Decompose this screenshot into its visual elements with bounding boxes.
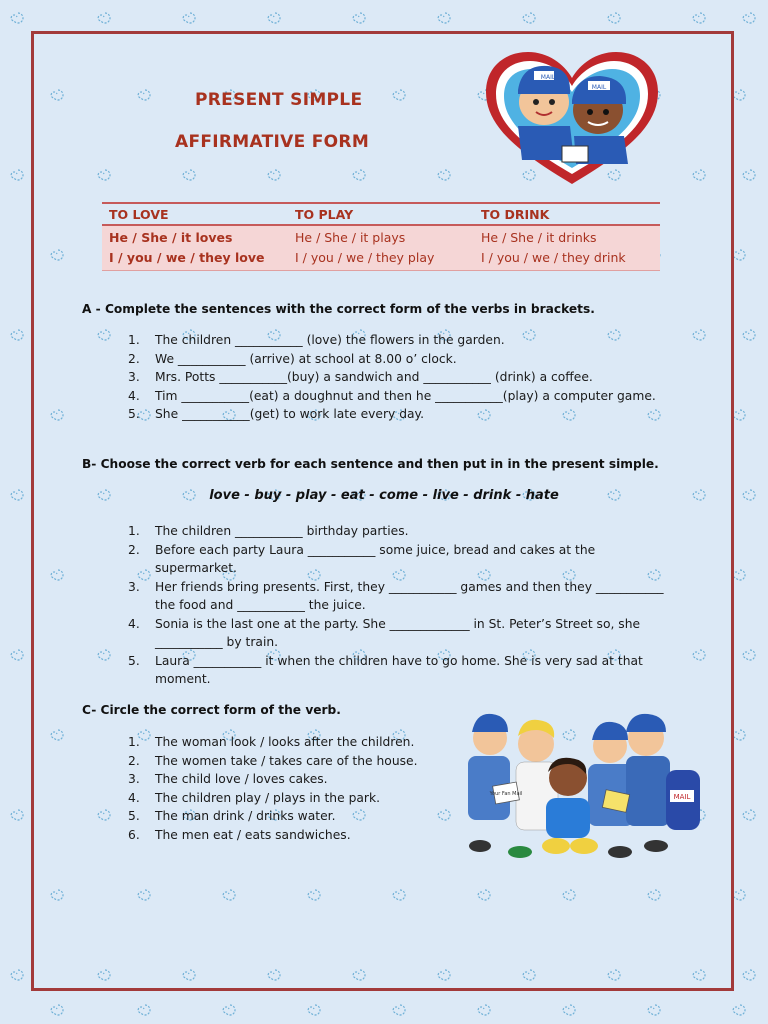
table-cell: He / She / it plays [295, 229, 406, 245]
table-cell: He / She / it loves [109, 229, 233, 245]
table-header: TO PLAY [295, 206, 354, 222]
letter-label: Your Fan Mail [489, 791, 523, 797]
list-item: 4. Tim ___________(eat) a doughnut and then he ___________(play) a computer game. [128, 388, 656, 403]
table-cell: I / you / we / they love [109, 249, 265, 265]
section-a-heading: A - Complete the sentences with the correct form of the verbs in brackets. [82, 302, 595, 316]
table-header: TO LOVE [109, 206, 169, 222]
section-b-list [128, 522, 668, 689]
page-subtitle: AFFIRMATIVE FORM [175, 132, 370, 152]
list-item: 5. Laura ___________ it when the children have to go home. She is very sad at that moment. [128, 653, 643, 686]
table-cell: I / you / we / they drink [481, 249, 626, 265]
list-item: 3. Mrs. Potts ___________(buy) a sandwich and ___________ (drink) a coffee. [128, 370, 593, 384]
kids-mail-carriers-illustration [460, 706, 706, 864]
cap-label: MAIL [540, 74, 556, 81]
list-item: 5. The man drink / drinks water. [128, 809, 336, 823]
table-cell: I / you / we / they play [295, 249, 435, 265]
list-item: 2. We ___________ (arrive) at school at 8.00 o’ clock. [128, 351, 457, 366]
section-b-heading: B- Choose the correct verb for each sentence and then put in in the present simple. [82, 457, 659, 471]
list-item: 3. The child love / loves cakes. [128, 772, 328, 786]
section-a-list [128, 331, 668, 424]
table-header-row [102, 202, 660, 226]
table-row [102, 227, 660, 247]
list-item: 3. Her friends bring presents. First, they ___________ games and then they ___________ the food and ___________ the juice. [128, 579, 664, 612]
table-header: TO DRINK [481, 206, 550, 222]
section-c-heading: C- Circle the correct form of the verb. [82, 703, 341, 717]
list-item: 2. Before each party Laura ___________ some juice, bread and cakes at the supermarket. [128, 542, 596, 575]
list-item: 4. The children play / plays in the park. [128, 790, 381, 805]
list-item: 4. Sonia is the last one at the party. She _____________ in St. Peter’s Street so, she ___________ by train. [128, 616, 641, 649]
list-item: 1. The children ___________ (love) the flowers in the garden. [128, 333, 505, 347]
verb-conjugation-table [102, 202, 660, 271]
cap-label: MAIL [591, 84, 607, 91]
list-item: 2. The women take / takes care of the house. [128, 753, 418, 768]
list-item: 6. The men eat / eats sandwiches. [128, 827, 351, 842]
section-c-list [128, 733, 448, 844]
table-cell: He / She / it drinks [481, 229, 597, 245]
list-item: 1. The woman look / looks after the children. [128, 735, 415, 749]
table-row [102, 247, 660, 267]
page-title: PRESENT SIMPLE [195, 90, 363, 110]
list-item: 1. The children ___________ birthday parties. [128, 524, 409, 538]
verb-word-bank: love - buy - play - eat - come - live - drink - hate [209, 488, 559, 503]
heart-mail-carriers-illustration [482, 50, 662, 188]
mailbox-label: MAIL [673, 793, 691, 801]
list-item: 5. She ___________(get) to work late every day. [128, 407, 424, 421]
